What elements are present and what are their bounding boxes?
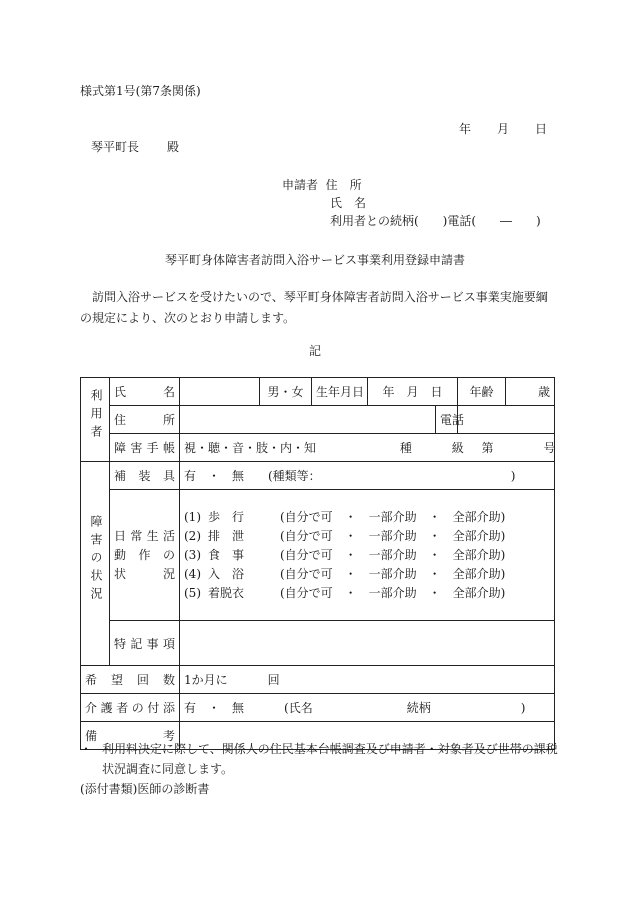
phone-field[interactable] (458, 406, 555, 434)
birthdate-field[interactable]: 年 月 日 (368, 378, 458, 406)
equipment-options[interactable]: 有 ・ 無 (種類等： (184, 469, 321, 483)
disability-section-header: 障害の状況 (81, 462, 110, 666)
recipient-name: 琴平町長 (91, 140, 140, 154)
date-day: 日 (535, 122, 548, 136)
caregiver-field[interactable] (180, 694, 555, 722)
document-title: 琴平町身体障害者訪問入浴サービス事業利用登録申請書 (164, 253, 465, 267)
adl-item[interactable]: (1) 歩 行 (自分で可 ・ 一部介助 ・ 全部介助) (184, 509, 506, 524)
remarks-label: 備考 (81, 722, 180, 750)
consent-note: ・ 利用料決定に際して、関係人の住民基本台帳調査及び申請者・対象者及び世帯の課税 (80, 739, 558, 759)
name-field[interactable] (180, 378, 260, 406)
special-notes-label: 特記事項 (110, 621, 180, 666)
frequency-prefix: 1か月に (184, 673, 228, 687)
frequency-label: 希望回数 (81, 666, 180, 694)
recipient (91, 138, 179, 155)
grade-label: 級 (451, 441, 464, 455)
disability-book-label: 障害手帳 (110, 434, 180, 462)
frequency-field[interactable] (180, 666, 555, 694)
name-label: 氏名 (110, 378, 180, 406)
adl-item[interactable]: (5) 着脱衣 (自分で可 ・ 一部介助 ・ 全部介助) (184, 585, 506, 600)
applicant-relation-label: 利用者との続柄( )電話( ― ) (330, 214, 541, 228)
applicant-name-label: 氏 名 (330, 196, 367, 210)
disability-types[interactable]: 視・聴・音・肢・内・知 (184, 441, 317, 455)
attachments-note: (添付書類)医師の診断書 (80, 782, 210, 796)
special-notes-field[interactable] (180, 621, 555, 666)
address-field[interactable] (180, 406, 436, 434)
address-label: 住所 (110, 406, 180, 434)
form-number: 様式第1号(第7条関係) (80, 84, 201, 98)
number-label: 第 (481, 441, 494, 455)
adl-item[interactable]: (2) 排 泄 (自分で可 ・ 一部介助 ・ 全部介助) (184, 528, 506, 543)
age-field[interactable]: 歳 (506, 378, 555, 406)
date-line (459, 120, 547, 137)
birthdate-label: 生年月日 (312, 378, 368, 406)
type-label: 種 (399, 441, 412, 455)
application-form-table (80, 377, 555, 750)
caregiver-close: ) (520, 701, 526, 715)
notes-block (80, 739, 558, 799)
user-section-header: 利用者 (81, 378, 110, 462)
adl-item[interactable]: (4) 入 浴 (自分で可 ・ 一部介助 ・ 全部介助) (184, 566, 506, 581)
gender-options[interactable]: 男・女 (260, 378, 312, 406)
number-unit: 号 (543, 441, 556, 455)
disability-book-field[interactable] (180, 434, 555, 462)
equipment-close: ) (510, 469, 516, 483)
equipment-label: 補装具 (110, 462, 180, 490)
applicant-address-label: 住 所 (325, 178, 362, 192)
applicant-label: 申請者 (282, 178, 319, 192)
caregiver-name-label: (氏名 (284, 701, 313, 715)
adl-label: 日常生活 動作の 状 況 (110, 490, 180, 621)
date-year: 年 (459, 122, 472, 136)
phone-label: 電話 (436, 406, 458, 434)
consent-note-continued: 状況調査に同意します。 (102, 762, 234, 776)
equipment-field[interactable] (180, 462, 555, 490)
caregiver-options[interactable]: 有 ・ 無 (184, 701, 245, 715)
recipient-honorific: 殿 (167, 140, 180, 154)
applicant-block (282, 176, 541, 230)
age-label: 年齢 (458, 378, 506, 406)
adl-item[interactable]: (3) 食 事 (自分で可 ・ 一部介助 ・ 全部介助) (184, 547, 506, 562)
caregiver-relation-label: 続柄 (406, 701, 431, 715)
frequency-unit: 回 (267, 673, 280, 687)
caregiver-label: 介護者の付添 (81, 694, 180, 722)
ki-heading: 記 (308, 344, 321, 358)
application-statement: 訪問入浴サービスを受けたいので、琴平町身体障害者訪問入浴サービス事業実施要綱の規定により、次のとおり申請します。 (80, 290, 548, 325)
adl-items (180, 490, 555, 621)
date-month: 月 (497, 122, 510, 136)
bullet-icon: ・ (80, 742, 93, 756)
